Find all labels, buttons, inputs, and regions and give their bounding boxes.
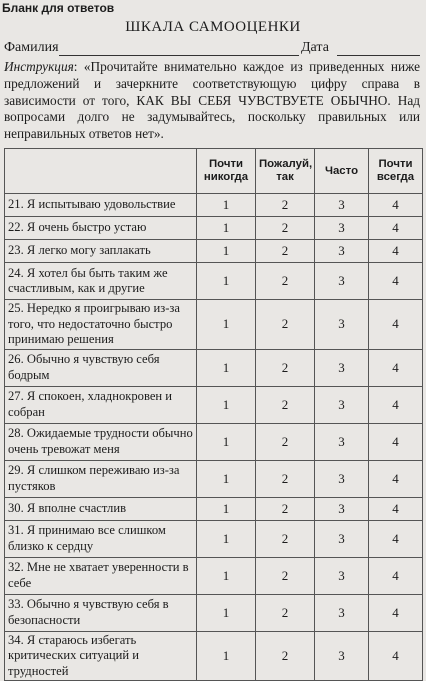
answer-option[interactable]: 1 xyxy=(197,300,256,350)
question-text: 26. Обычно я чувствую себя бодрым xyxy=(5,349,197,386)
answer-option[interactable]: 1 xyxy=(197,194,256,217)
question-text: 29. Я слишком переживаю из-за пустяков xyxy=(5,460,197,497)
answer-option[interactable]: 4 xyxy=(369,386,423,423)
answer-option[interactable]: 3 xyxy=(315,594,369,631)
answer-option[interactable]: 3 xyxy=(315,423,369,460)
answer-option[interactable]: 2 xyxy=(256,460,315,497)
answer-option[interactable]: 1 xyxy=(197,631,256,681)
question-text: 28. Ожидаемые трудности обычно очень тревожат меня xyxy=(5,423,197,460)
answer-option[interactable]: 4 xyxy=(369,631,423,681)
answer-option[interactable]: 2 xyxy=(256,263,315,300)
answer-option[interactable]: 1 xyxy=(197,217,256,240)
answer-option[interactable]: 3 xyxy=(315,520,369,557)
answer-option[interactable]: 2 xyxy=(256,194,315,217)
answer-option[interactable]: 1 xyxy=(197,263,256,300)
question-text: 24. Я хотел бы быть таким же счастливым, как и другие xyxy=(5,263,197,300)
answer-option[interactable]: 1 xyxy=(197,386,256,423)
table-row xyxy=(5,460,423,497)
question-text: 25. Нередко я проигрываю из-за того, что недостаточно быстро принимаю решения xyxy=(5,300,197,350)
table-row xyxy=(5,386,423,423)
answer-option[interactable]: 4 xyxy=(369,423,423,460)
column-header: Почти всегда xyxy=(369,149,423,194)
answer-option[interactable]: 2 xyxy=(256,520,315,557)
answer-option[interactable]: 2 xyxy=(256,497,315,520)
surname-label: Фамилия xyxy=(4,40,59,55)
answer-option[interactable]: 4 xyxy=(369,194,423,217)
table-row xyxy=(5,557,423,594)
table-row xyxy=(5,423,423,460)
name-date-row xyxy=(4,39,422,57)
column-header: Часто xyxy=(315,149,369,194)
answer-option[interactable]: 2 xyxy=(256,594,315,631)
answer-option[interactable]: 4 xyxy=(369,263,423,300)
answer-option[interactable]: 2 xyxy=(256,300,315,350)
answer-option[interactable]: 3 xyxy=(315,557,369,594)
answer-option[interactable]: 1 xyxy=(197,520,256,557)
table-header-row xyxy=(5,149,423,194)
instruction-label: Инструкция xyxy=(4,59,74,74)
column-header xyxy=(5,149,197,194)
answer-option[interactable]: 3 xyxy=(315,194,369,217)
answer-option[interactable]: 2 xyxy=(256,386,315,423)
answer-option[interactable]: 3 xyxy=(315,217,369,240)
answer-option[interactable]: 1 xyxy=(197,240,256,263)
answer-option[interactable]: 3 xyxy=(315,349,369,386)
column-header: Пожалуй, так xyxy=(256,149,315,194)
date-label: Дата xyxy=(301,40,329,55)
table-row xyxy=(5,349,423,386)
date-field[interactable] xyxy=(337,55,420,56)
form-title: ШКАЛА САМООЦЕНКИ xyxy=(125,19,301,35)
answer-option[interactable]: 2 xyxy=(256,631,315,681)
answer-option[interactable]: 1 xyxy=(197,423,256,460)
table-row xyxy=(5,194,423,217)
answer-option[interactable]: 1 xyxy=(197,460,256,497)
table-row xyxy=(5,497,423,520)
answer-option[interactable]: 4 xyxy=(369,300,423,350)
answer-option[interactable]: 4 xyxy=(369,240,423,263)
question-text: 27. Я спокоен, хладнокровен и собран xyxy=(5,386,197,423)
answer-option[interactable]: 2 xyxy=(256,557,315,594)
answer-option[interactable]: 1 xyxy=(197,497,256,520)
answer-option[interactable]: 3 xyxy=(315,497,369,520)
answer-option[interactable]: 3 xyxy=(315,386,369,423)
answer-option[interactable]: 3 xyxy=(315,631,369,681)
answer-option[interactable]: 3 xyxy=(315,240,369,263)
table-row xyxy=(5,594,423,631)
answer-option[interactable]: 2 xyxy=(256,240,315,263)
answer-option[interactable]: 1 xyxy=(197,594,256,631)
answer-option[interactable]: 3 xyxy=(315,300,369,350)
answer-option[interactable]: 4 xyxy=(369,594,423,631)
answer-option[interactable]: 4 xyxy=(369,497,423,520)
table-row xyxy=(5,263,423,300)
table-row xyxy=(5,300,423,350)
question-text: 22. Я очень быстро устаю xyxy=(5,217,197,240)
question-text: 32. Мне не хватает уверенности в себе xyxy=(5,557,197,594)
answer-option[interactable]: 2 xyxy=(256,423,315,460)
question-text: 34. Я стараюсь избегать критических ситуаций и трудностей xyxy=(5,631,197,681)
column-header: Почти никогда xyxy=(197,149,256,194)
table-row xyxy=(5,631,423,681)
table-row xyxy=(5,217,423,240)
answer-option[interactable]: 4 xyxy=(369,349,423,386)
section-label: Бланк для ответов xyxy=(2,1,115,15)
answer-option[interactable]: 4 xyxy=(369,520,423,557)
table-row xyxy=(5,240,423,263)
question-text: 33. Обычно я чувствую себя в безопасности xyxy=(5,594,197,631)
answer-option[interactable]: 4 xyxy=(369,557,423,594)
answer-option[interactable]: 1 xyxy=(197,557,256,594)
surname-field[interactable] xyxy=(59,55,299,56)
answer-option[interactable]: 3 xyxy=(315,263,369,300)
question-text: 31. Я принимаю все слишком близко к сердцу xyxy=(5,520,197,557)
answer-option[interactable]: 4 xyxy=(369,217,423,240)
question-text: 21. Я испытываю удовольствие xyxy=(5,194,197,217)
question-text: 23. Я легко могу заплакать xyxy=(5,240,197,263)
table-row xyxy=(5,520,423,557)
answer-option[interactable]: 3 xyxy=(315,460,369,497)
answer-table xyxy=(4,148,423,681)
answer-option[interactable]: 2 xyxy=(256,349,315,386)
answer-option[interactable]: 1 xyxy=(197,349,256,386)
answer-option[interactable]: 2 xyxy=(256,217,315,240)
question-text: 30. Я вполне счастлив xyxy=(5,497,197,520)
answer-option[interactable]: 4 xyxy=(369,460,423,497)
instruction-body: : «Прочитайте внимательно каждое из приведенных ниже предложений и зачеркните соответствующую цифру справа в зависимости от того, КАК ВЫ СЕБЯ ЧУВСТВУЕТЕ ОБЫЧНО. Над вопросами долго не задумывайтесь, поскольку правильных или неправильных ответов нет». xyxy=(4,59,420,142)
instruction-text xyxy=(4,59,420,143)
